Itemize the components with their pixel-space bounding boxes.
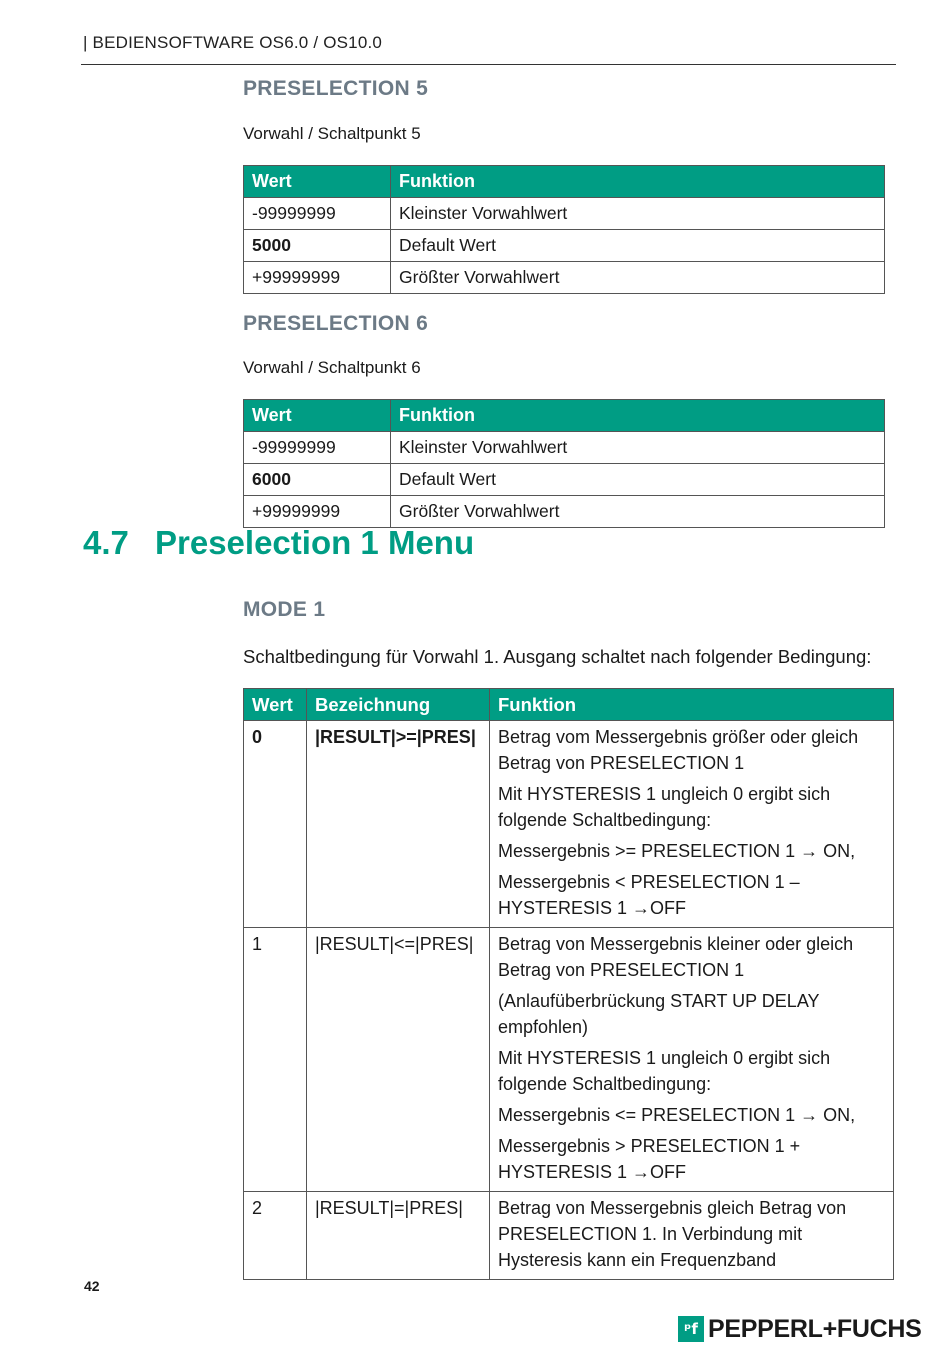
column-header-funktion: Funktion	[490, 689, 894, 721]
column-header-funktion: Funktion	[391, 166, 885, 198]
cell-name: |RESULT|=|PRES|	[307, 1192, 490, 1280]
preselection5-heading: PRESELECTION 5	[243, 77, 429, 100]
cell-function: Default Wert	[391, 464, 885, 496]
preselection6-description: Vorwahl / Schaltpunkt 6	[243, 358, 421, 377]
running-header: | BEDIENSOFTWARE OS6.0 / OS10.0	[83, 33, 383, 52]
header-rule	[81, 64, 896, 65]
cell-function: Größter Vorwahlwert	[391, 262, 885, 294]
table-row	[244, 1192, 894, 1280]
function-paragraph: Messergebnis <= PRESELECTION 1 → ON,	[498, 1105, 856, 1125]
cell-function: Kleinster Vorwahlwert	[391, 198, 885, 230]
table-row	[244, 721, 894, 928]
table-row	[244, 928, 894, 1192]
cell-value: 1	[244, 928, 307, 1192]
preselection5-table	[243, 165, 885, 294]
table-header-row	[244, 166, 885, 198]
cell-name: |RESULT|<=|PRES|	[307, 928, 490, 1192]
cell-function	[490, 1192, 894, 1280]
logo-mark-icon: ᵖf	[678, 1316, 704, 1342]
column-header-wert: Wert	[244, 166, 391, 198]
table-row	[244, 464, 885, 496]
cell-value: 2	[244, 1192, 307, 1280]
cell-value: 0	[244, 721, 307, 928]
table-row	[244, 432, 885, 464]
column-header-bezeichnung: Bezeichnung	[307, 689, 490, 721]
function-paragraph: Betrag von Messergebnis gleich Betrag von PRESELECTION 1. In Verbindung mit Hysteresis kann ein Frequenzband	[498, 1198, 847, 1270]
function-paragraph: (Anlaufüberbrückung START UP DELAY empfohlen)	[498, 991, 820, 1037]
cell-name: |RESULT|>=|PRES|	[307, 721, 490, 928]
cell-function	[490, 928, 894, 1192]
cell-value: 5000	[244, 230, 391, 262]
cell-value: 6000	[244, 464, 391, 496]
function-paragraph: Mit HYSTERESIS 1 ungleich 0 ergibt sich folgende Schaltbedingung:	[498, 784, 831, 830]
section-title: Preselection 1 Menu	[155, 524, 475, 561]
cell-function: Kleinster Vorwahlwert	[391, 432, 885, 464]
column-header-wert: Wert	[244, 689, 307, 721]
cell-function: Größter Vorwahlwert	[391, 496, 885, 528]
preselection6-table	[243, 399, 885, 528]
section-heading	[83, 524, 474, 562]
mode1-heading: MODE 1	[243, 598, 326, 621]
cell-function	[490, 721, 894, 928]
table-row	[244, 496, 885, 528]
preselection5-description: Vorwahl / Schaltpunkt 5	[243, 124, 421, 143]
pepperl-fuchs-logo	[678, 1314, 922, 1344]
table-row	[244, 230, 885, 262]
function-paragraph: Betrag von Messergebnis kleiner oder gleich Betrag von PRESELECTION 1	[498, 934, 854, 980]
function-paragraph: Betrag vom Messergebnis größer oder gleich Betrag von PRESELECTION 1	[498, 727, 859, 773]
cell-value: +99999999	[244, 262, 391, 294]
preselection6-heading: PRESELECTION 6	[243, 312, 429, 335]
section-number: 4.7	[83, 524, 129, 561]
function-paragraph: Messergebnis > PRESELECTION 1 + HYSTERESIS 1 →OFF	[498, 1136, 801, 1182]
page-number: 42	[84, 1278, 100, 1294]
function-paragraph: Messergebnis < PRESELECTION 1 – HYSTERESIS 1 →OFF	[498, 872, 800, 918]
column-header-funktion: Funktion	[391, 400, 885, 432]
column-header-wert: Wert	[244, 400, 391, 432]
mode1-description: Schaltbedingung für Vorwahl 1. Ausgang schaltet nach folgender Bedingung:	[243, 646, 872, 667]
cell-function: Default Wert	[391, 230, 885, 262]
mode1-table	[243, 688, 894, 1280]
cell-value: -99999999	[244, 198, 391, 230]
cell-value: -99999999	[244, 432, 391, 464]
table-header-row	[244, 400, 885, 432]
function-paragraph: Messergebnis >= PRESELECTION 1 → ON,	[498, 841, 856, 861]
function-paragraph: Mit HYSTERESIS 1 ungleich 0 ergibt sich folgende Schaltbedingung:	[498, 1048, 831, 1094]
table-header-row	[244, 689, 894, 721]
logo-text: PEPPERL+FUCHS	[708, 1314, 922, 1343]
table-row	[244, 198, 885, 230]
table-row	[244, 262, 885, 294]
cell-value: +99999999	[244, 496, 391, 528]
